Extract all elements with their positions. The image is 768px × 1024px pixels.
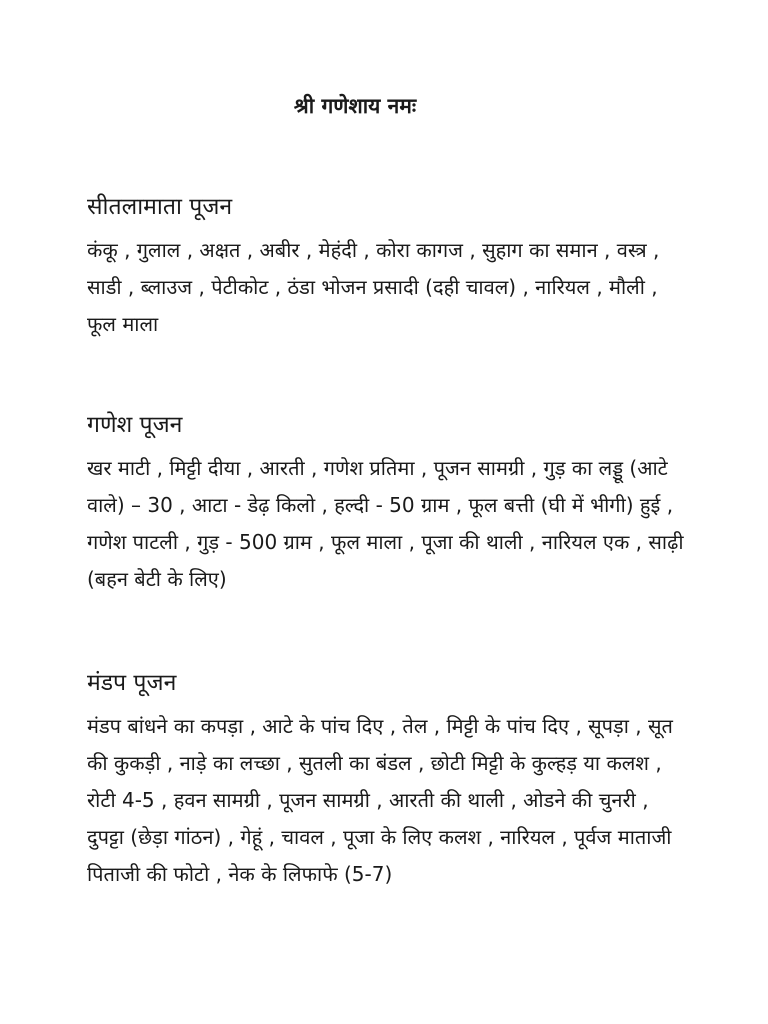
section-sitala-mata-pujan (87, 192, 687, 343)
section-heading: सीतलामाता पूजन (87, 194, 233, 220)
section-ganesh-pujan (87, 410, 687, 598)
page-title: श्री गणेशाय नमः (293, 94, 417, 118)
section-items-list: कंकू , गुलाल , अक्षत , अबीर , मेहंदी , कोरा कागज , सुहाग का समान , वस्त्र , साडी , ब्लाउज , पेटीकोट , ठंडा भोजन प्रसादी (दही चावल) , नारियल , मौली , फूल माला (87, 238, 660, 336)
section-heading: मंडप पूजन (87, 670, 177, 696)
section-heading: गणेश पूजन (87, 412, 183, 438)
section-items-list: खर माटी , मिट्टी दीया , आरती , गणेश प्रतिमा , पूजन सामग्री , गुड़ का लड्डू (आटे वाले) – 30 , आटा - डेढ़ किलो , हल्दी - 50 ग्राम , फूल बत्ती (घी में भीगी) हुई , गणेश पाटली , गुड़ - 500 ग्राम , फूल माला , पूजा की थाली , नारियल एक , साढ़ी (बहन बेटी के लिए) (87, 456, 684, 591)
section-mandap-pujan (87, 668, 687, 893)
section-items-list: मंडप बांधने का कपड़ा , आटे के पांच दिए , तेल , मिट्टी के पांच दिए , सूपड़ा , सूत की कुकड़ी , नाड़े का लच्छा , सुतली का बंडल , छोटी मिट्टी के कुल्हड़ या कलश , रोटी 4-5 , हवन सामग्री , पूजन सामग्री , आरती की थाली , ओडने की चुनरी , दुपट्टा (छेड़ा गांठन) , गेहूं , चावल , पूजा के लिए कलश , नारियल , पूर्वज माताजी पिताजी की फोटो , नेक के लिफाफे (5-7) (87, 714, 673, 886)
